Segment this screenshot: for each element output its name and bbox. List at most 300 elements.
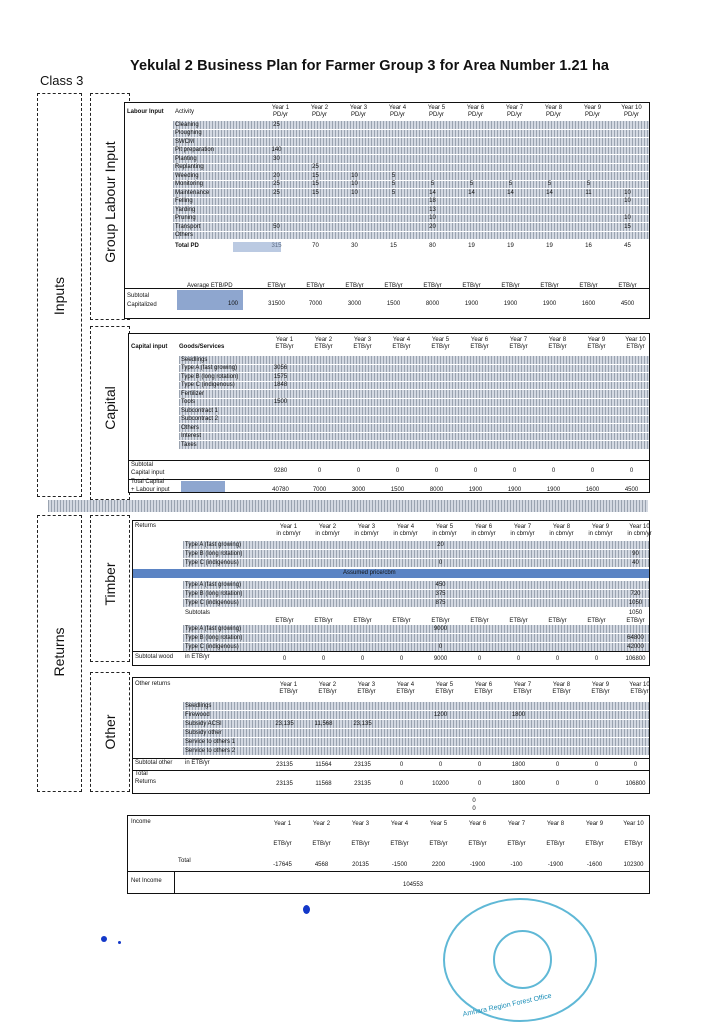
total-value: 23135	[354, 781, 371, 787]
unit-header: ETB/yr	[429, 841, 448, 847]
row-label: Monitoring	[175, 181, 204, 187]
total-value: -1900	[547, 862, 564, 868]
unit-header: ETB/yr	[267, 283, 286, 289]
unit-header: ETB/yr	[390, 841, 409, 847]
unit-header: ETB/yr	[618, 283, 637, 289]
year-header: Year 7	[513, 682, 532, 688]
row-value: 80	[429, 243, 436, 249]
subtotal-value: 9280	[273, 468, 288, 474]
year-header: Year 10	[625, 337, 646, 343]
unit-header: ETB/yr	[587, 618, 606, 624]
subtotal-value: 0	[399, 762, 404, 768]
table-row	[183, 581, 649, 589]
row-value: 10	[351, 181, 358, 187]
subtotal-value: 31500	[268, 301, 285, 307]
subtotal-value: 0	[395, 468, 400, 474]
unit-header: ETB/yr	[552, 689, 571, 695]
row-value: 5	[430, 181, 435, 187]
row-value: 5	[586, 181, 591, 187]
year-header: Year 2	[310, 105, 329, 111]
unit-header: ETB/yr	[462, 283, 481, 289]
total-value: 1900	[468, 487, 483, 493]
row-label: Type C (indigenous)	[185, 600, 239, 606]
row-label: Type A (fast growing)	[185, 542, 242, 548]
row-label: Yarding	[175, 206, 196, 213]
table-row	[173, 232, 649, 240]
unit-header: ETB/yr	[384, 283, 403, 289]
unit-header: PD/yr	[312, 112, 327, 118]
subtotal-value: 0	[356, 468, 361, 474]
unit-header: ETB/yr	[345, 283, 364, 289]
subtotal-unit: in ETB/yr	[185, 760, 210, 766]
table-row	[179, 373, 649, 381]
row-value: 5	[547, 181, 552, 187]
row-value: 10	[351, 172, 358, 179]
total-value: 2200	[431, 862, 446, 868]
row-value: 25	[273, 181, 280, 187]
total-value: 0	[399, 781, 404, 787]
unit-header: ETB/yr	[279, 689, 298, 695]
row-label: Others	[181, 424, 200, 431]
row-value: 19	[546, 243, 553, 249]
year-header: Year 2	[314, 337, 333, 343]
total-value: -1600	[586, 862, 603, 868]
year-header: Year 5	[435, 682, 454, 688]
year-header: Year 1	[279, 524, 298, 530]
subtotal-value: 1900	[503, 301, 518, 307]
subtotal-value: 0	[438, 762, 443, 768]
income-total-label: Total	[178, 858, 191, 864]
row-value: 10	[351, 189, 358, 196]
row-value: 11	[585, 189, 592, 196]
year-header: Year 5	[435, 524, 454, 530]
subtotal-label: Subtotal wood	[135, 654, 174, 660]
row-value: 19	[507, 243, 514, 249]
net-income-label: Net Income	[131, 878, 162, 884]
row-label: Total PD	[175, 243, 199, 249]
total-value: 1600	[585, 487, 600, 493]
row-label: Maintenance	[175, 189, 210, 196]
row-value: 90	[632, 551, 639, 557]
below-value: 0	[472, 798, 476, 804]
unit-header: ETB/yr	[396, 689, 415, 695]
subtotal-value: 106800	[625, 656, 646, 662]
row-value: 15	[312, 172, 319, 179]
year-header: Year 7	[505, 105, 524, 111]
row-label: Subcontract 1	[181, 407, 219, 414]
row-label: Transport	[175, 223, 201, 230]
year-header: Year 9	[587, 337, 606, 343]
row-value: 42000	[627, 644, 644, 650]
year-header: Year 6	[466, 105, 485, 111]
labour-avg-value: 100	[227, 301, 238, 307]
unit-header: in cbm/yr	[276, 531, 301, 537]
table-row	[183, 550, 649, 558]
other-label: Other	[102, 714, 118, 750]
income-table	[127, 815, 650, 894]
table-row	[173, 198, 649, 206]
row-value: 15	[312, 189, 319, 196]
row-label: Type C (indigenous)	[185, 644, 239, 650]
year-header: Year 2	[312, 821, 331, 827]
stamp-text: Amhara Region Forest Office	[462, 992, 553, 1019]
year-header: Year 4	[396, 682, 415, 688]
row-value: 20	[437, 542, 444, 548]
row-label: Pit preparation	[175, 147, 215, 153]
unit-header: PD/yr	[624, 112, 639, 118]
row-label: Fertilizer	[181, 390, 205, 397]
year-header: Year 10	[629, 682, 650, 688]
capital-subtotal1: Subtotal	[131, 462, 154, 468]
row-label: Subcontract 2	[181, 416, 219, 422]
income-col1: Income	[131, 819, 151, 825]
row-label: Subtotals	[185, 610, 211, 616]
unit-header: ETB/yr	[353, 618, 372, 624]
price-value: 720	[630, 591, 641, 597]
year-header: Year 5	[429, 821, 448, 827]
year-header: Year 1	[271, 105, 290, 111]
unit-header: ETB/yr	[626, 344, 645, 350]
net-income-value: 104553	[402, 882, 424, 888]
row-value: 40	[632, 560, 639, 566]
row-value: 1848	[273, 382, 288, 388]
row-label: Others	[175, 232, 194, 238]
subtotal-value: 0	[317, 468, 322, 474]
unit-header: in cbm/yr	[354, 531, 379, 537]
row-value: 25	[273, 121, 280, 128]
row-label: SWCM	[175, 138, 194, 145]
table-row	[183, 720, 649, 728]
unit-header: in cbm/yr	[471, 531, 496, 537]
unit-header: PD/yr	[429, 112, 444, 118]
year-header: Year 2	[318, 682, 337, 688]
year-header: Year 6	[474, 524, 493, 530]
year-header: Year 5	[427, 105, 446, 111]
total-label: Returns	[135, 779, 157, 785]
total-value: 1500	[390, 487, 405, 493]
total-value: 1900	[507, 487, 522, 493]
year-header: Year 5	[431, 337, 450, 343]
row-value: 0	[438, 560, 443, 566]
unit-header: in cbm/yr	[549, 531, 574, 537]
row-value: 5	[391, 189, 396, 196]
unit-header: ETB/yr	[591, 689, 610, 695]
row-label: Type B (long rotation)	[181, 373, 239, 380]
row-value: 14	[507, 189, 514, 196]
row-label: Felling	[175, 198, 193, 204]
unit-header: in cbm/yr	[627, 531, 652, 537]
total-value: 8000	[429, 487, 444, 493]
row-value: 25	[273, 189, 280, 196]
year-header: Year 10	[621, 105, 642, 111]
row-value: 15	[390, 243, 397, 249]
year-header: Year 1	[273, 821, 292, 827]
labour-col2: Activity	[175, 109, 195, 115]
labour-subtotal: Subtotal	[127, 293, 150, 299]
year-header: Year 10	[629, 524, 650, 530]
year-header: Year 7	[507, 821, 526, 827]
table-row	[183, 738, 649, 746]
row-label: Type A (fast growing)	[181, 365, 238, 371]
table-row	[179, 382, 649, 390]
unit-header: in cbm/yr	[432, 531, 457, 537]
row-label: Type C (indigenous)	[185, 560, 239, 566]
total-line	[133, 770, 649, 771]
capital-col2: Goods/Services	[179, 344, 225, 350]
unit-header: ETB/yr	[470, 618, 489, 624]
table-row	[183, 599, 649, 607]
total-value: 23135	[276, 781, 293, 787]
subtotal-line	[133, 651, 649, 652]
year-header: Year 6	[470, 337, 489, 343]
unit-header: ETB/yr	[579, 283, 598, 289]
table-row	[183, 711, 649, 719]
year-header: Year 8	[552, 682, 571, 688]
below-value: 0	[472, 806, 476, 812]
year-header: Year 6	[468, 821, 487, 827]
unit-header: ETB/yr	[546, 841, 565, 847]
subtotal-value: 11564	[315, 762, 332, 768]
row-label: Planting	[175, 155, 197, 162]
row-value: 13	[429, 206, 436, 213]
total-value: 4500	[624, 487, 639, 493]
row-value: 30	[273, 155, 280, 162]
subtotal-value: 0	[512, 468, 517, 474]
year-header: Year 4	[388, 105, 407, 111]
row-value: 10	[429, 215, 436, 221]
other-col1: Other returns	[135, 681, 171, 687]
subtotal-value: 0	[473, 468, 478, 474]
unit-header: ETB/yr	[624, 841, 643, 847]
year-header: Year 9	[583, 105, 602, 111]
subtotal-value: 9000	[433, 656, 448, 662]
capital-label: Capital	[102, 386, 118, 430]
unit-header: PD/yr	[546, 112, 561, 118]
year-header: Year 7	[513, 524, 532, 530]
unit-header: ETB/yr	[513, 689, 532, 695]
row-value: 1575	[273, 373, 288, 380]
unit-header: ETB/yr	[540, 283, 559, 289]
row-label: Service to others 2	[185, 748, 236, 754]
unit-header: ETB/yr	[273, 841, 292, 847]
group-labour-label: Group Labour Input	[102, 141, 118, 263]
returns-label: Returns	[51, 627, 67, 677]
row-label: Taxes	[181, 441, 197, 448]
unit-header: PD/yr	[390, 112, 405, 118]
year-header: Year 9	[591, 524, 610, 530]
row-value: 1800	[511, 712, 526, 718]
unit-header: ETB/yr	[306, 283, 325, 289]
unit-header: ETB/yr	[585, 841, 604, 847]
subtotal-value: 0	[633, 762, 638, 768]
row-label: Cleaning	[175, 121, 199, 128]
table-row	[173, 215, 649, 223]
subtotal-value: 3000	[347, 301, 362, 307]
total-value: 0	[555, 781, 560, 787]
price-value: 450	[435, 582, 446, 588]
unit-header: ETB/yr	[357, 689, 376, 695]
row-label: Interest	[181, 433, 202, 439]
table-row	[183, 643, 649, 651]
year-header: Year 9	[591, 682, 610, 688]
row-label: Seedlings	[181, 356, 208, 363]
subtotal-line	[133, 758, 649, 759]
table-row	[183, 729, 649, 737]
row-label: Subsidy ACSI	[185, 721, 222, 727]
unit-header: ETB/yr	[501, 283, 520, 289]
unit-header: ETB/yr	[470, 344, 489, 350]
row-value: 16	[585, 243, 592, 249]
unit-header: ETB/yr	[630, 689, 649, 695]
table-row	[173, 147, 649, 155]
subtotal-value: 0	[321, 656, 326, 662]
ink-dot	[303, 905, 310, 914]
subtotal-label: Subtotal other	[135, 760, 173, 766]
total-value: 11568	[315, 781, 332, 787]
price-value: 1050	[628, 600, 643, 606]
unit-header: ETB/yr	[587, 344, 606, 350]
row-value: 20	[429, 223, 436, 230]
table-row	[179, 416, 649, 424]
unit-header: ETB/yr	[392, 618, 411, 624]
subtotal-unit: in ETB/yr	[185, 654, 210, 660]
total-value: 0	[594, 781, 599, 787]
year-header: Year 4	[396, 524, 415, 530]
row-value: 45	[624, 243, 631, 249]
table-row	[173, 223, 649, 231]
total-value: 4568	[314, 862, 329, 868]
row-label: Type A (fast growing)	[185, 626, 242, 632]
row-value: 25	[312, 164, 319, 170]
labour-table	[124, 102, 650, 319]
unit-header: ETB/yr	[474, 689, 493, 695]
unit-header: ETB/yr	[509, 618, 528, 624]
timber-col1: Returns	[135, 523, 157, 529]
total-value: 106800	[625, 781, 646, 787]
subtotal-value: 0	[399, 656, 404, 662]
table-row	[179, 365, 649, 373]
unit-header: ETB/yr	[312, 841, 331, 847]
row-value: 1050	[628, 610, 643, 616]
year-header: Year 8	[544, 105, 563, 111]
total-value: 102300	[623, 862, 644, 868]
row-label: Type B (long rotation)	[185, 591, 243, 597]
row-value: 18	[429, 198, 436, 204]
row-label: Ploughing	[175, 130, 202, 136]
unit-header: ETB/yr	[468, 841, 487, 847]
ink-dot	[118, 941, 121, 944]
year-header: Year 8	[546, 821, 565, 827]
row-label: Subsidy other	[185, 730, 222, 736]
subtotal-value: 0	[629, 468, 634, 474]
unit-header: ETB/yr	[423, 283, 442, 289]
subtotal-value: 7000	[308, 301, 323, 307]
labour-capitalized: Capitalized	[127, 302, 157, 308]
year-header: Year 8	[552, 524, 571, 530]
total-value: -1900	[469, 862, 486, 868]
row-label: Seedlings	[185, 703, 212, 709]
row-value: 10	[624, 215, 631, 221]
year-header: Year 1	[279, 682, 298, 688]
subtotal-value: 0	[477, 762, 482, 768]
table-row	[173, 130, 649, 138]
subtotal-value: 0	[555, 762, 560, 768]
row-value: 0	[438, 644, 443, 650]
unit-header: ETB/yr	[431, 618, 450, 624]
row-value: 5	[391, 181, 396, 187]
table-row	[179, 433, 649, 441]
row-value: 9000	[433, 626, 448, 632]
subtotal-value: 1500	[386, 301, 401, 307]
capital-total1: Total Capital	[131, 479, 165, 485]
unit-header: in cbm/yr	[393, 531, 418, 537]
subtotal-value: 0	[360, 656, 365, 662]
total-value: 0	[477, 781, 482, 787]
row-value: 50	[273, 223, 280, 230]
unit-header: in cbm/yr	[315, 531, 340, 537]
subtotal-value: 23135	[354, 762, 371, 768]
row-value: 23,135	[353, 721, 372, 727]
subtotal-value: 0	[551, 468, 556, 474]
table-row	[179, 407, 649, 415]
row-label: Firewood	[185, 712, 210, 718]
unit-header: ETB/yr	[431, 344, 450, 350]
capital-total2: + Labour input	[131, 487, 170, 493]
total-value: -100	[510, 862, 523, 868]
year-header: Year 3	[349, 105, 368, 111]
row-label: Weeding	[175, 172, 199, 179]
row-label: Replanting	[175, 164, 204, 170]
capital-col1: Capital input	[131, 344, 168, 350]
labour-col1: Labour Input	[127, 109, 164, 115]
other-table	[132, 677, 650, 794]
unit-header: ETB/yr	[509, 344, 528, 350]
table-row	[173, 121, 649, 129]
row-label: Type C (indigenous)	[181, 382, 235, 388]
row-value: 1200	[433, 712, 448, 718]
table-row	[183, 625, 649, 633]
row-value: 10	[624, 198, 631, 204]
unit-header: ETB/yr	[275, 618, 294, 624]
total-label: Total	[135, 771, 148, 777]
year-header: Year 4	[392, 337, 411, 343]
total-value: 3000	[351, 487, 366, 493]
transport-box	[233, 242, 281, 252]
row-value: 64800	[627, 635, 644, 641]
row-value: 10	[624, 189, 631, 196]
unit-header: ETB/yr	[435, 689, 454, 695]
row-value: 14	[546, 189, 553, 196]
table-row	[173, 206, 649, 214]
row-label: Pruning	[175, 215, 196, 221]
row-value: 5	[469, 181, 474, 187]
row-value: 15	[312, 181, 319, 187]
total-value: -1500	[391, 862, 408, 868]
unit-header: ETB/yr	[507, 841, 526, 847]
unit-header: ETB/yr	[318, 689, 337, 695]
table-row	[179, 441, 649, 449]
unit-header: in cbm/yr	[510, 531, 535, 537]
unit-header: ETB/yr	[275, 344, 294, 350]
row-value: 19	[468, 243, 475, 249]
unit-header: ETB/yr	[548, 618, 567, 624]
subtotal-value: 0	[594, 656, 599, 662]
capital-table	[128, 333, 650, 493]
subtotal-value: 0	[590, 468, 595, 474]
row-label: Type A (fast growing)	[185, 582, 242, 588]
subtotal-value: 0	[434, 468, 439, 474]
row-label: Tools	[181, 399, 196, 405]
